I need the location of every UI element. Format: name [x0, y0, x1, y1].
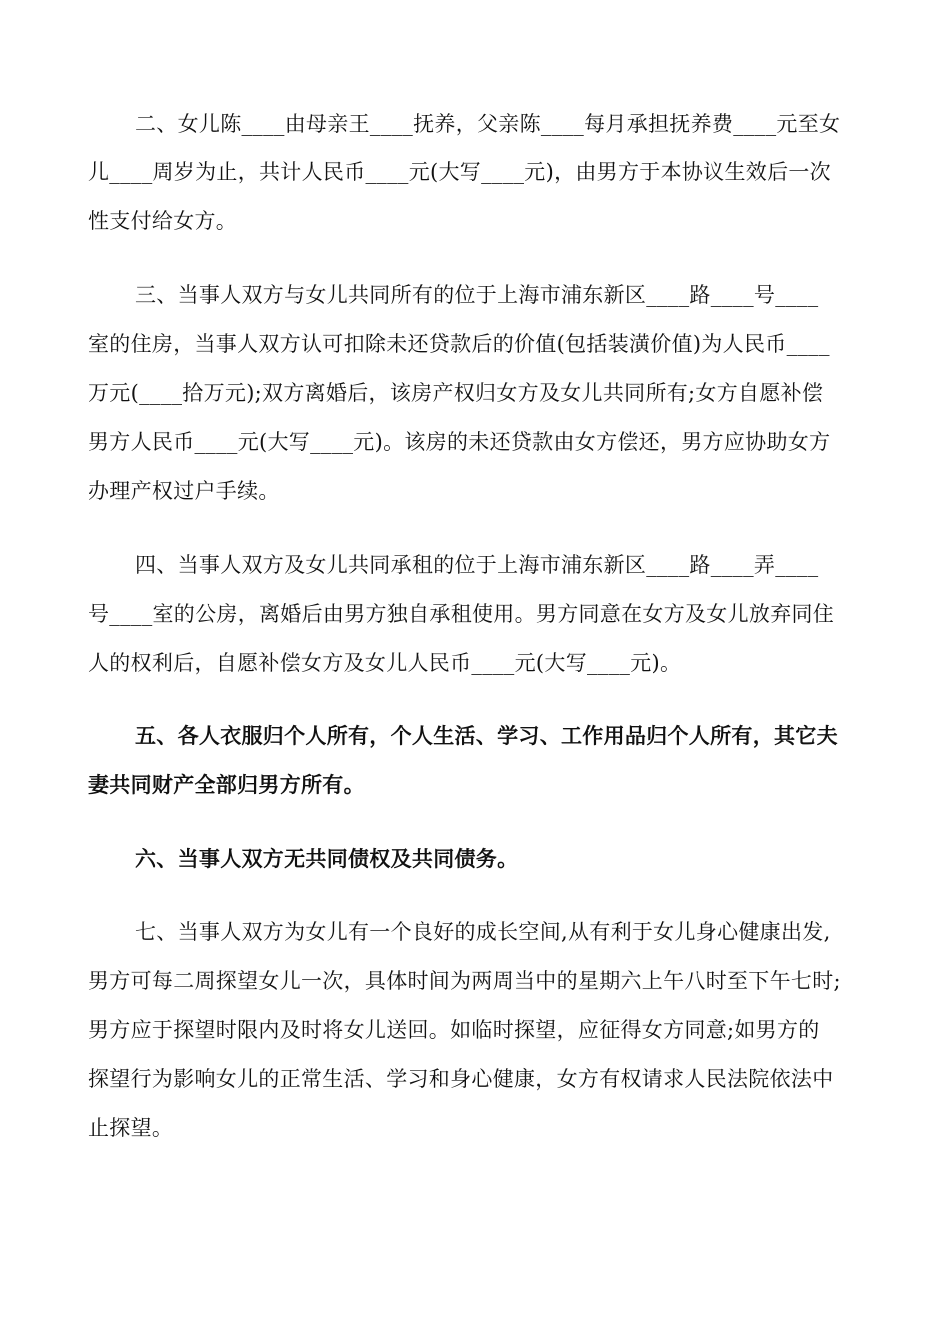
- paragraph-5-line-1: 五、各人衣服归个人所有，个人生活、学习、工作用品归个人所有，其它夫: [135, 723, 838, 748]
- paragraph-5-line-2: 妻共同财产全部归男方所有。: [88, 772, 365, 797]
- paragraph-7-line-4: 探望行为影响女儿的正常生活、学习和身心健康，女方有权请求人民法院依法中: [88, 1067, 834, 1091]
- paragraph-4-line-1: 四、当事人双方及女儿共同承租的位于上海市浦东新区____路____弄____: [135, 553, 819, 577]
- paragraph-7-line-3: 男方应于探望时限内及时将女儿送回。如临时探望，应征得女方同意;如男方的: [88, 1018, 820, 1042]
- paragraph-2-line-3: 性支付给女方。: [88, 209, 238, 233]
- paragraph-3-line-3: 万元(____拾万元);双方离婚后，该房产权归女方及女儿共同所有;女方自愿补偿: [88, 381, 824, 405]
- paragraph-6-line-1: 六、当事人双方无共同债权及共同债务。: [135, 846, 519, 871]
- paragraph-7-line-2: 男方可每二周探望女儿一次，具体时间为两周当中的星期六上午八时至下午七时;: [88, 969, 841, 993]
- paragraph-3-line-1: 三、当事人双方与女儿共同所有的位于上海市浦东新区____路____号____: [135, 283, 819, 307]
- paragraph-4-line-3: 人的权利后，自愿补偿女方及女儿人民币____元(大写____元)。: [88, 651, 682, 675]
- paragraph-4-line-2: 号____室的公房，离婚后由男方独自承租使用。男方同意在女方及女儿放弃同住: [88, 602, 835, 626]
- paragraph-7-line-5: 止探望。: [88, 1116, 174, 1140]
- paragraph-2-line-2: 儿____周岁为止，共计人民币____元(大写____元)，由男方于本协议生效后一次: [88, 160, 831, 184]
- paragraph-3-line-5: 办理产权过户手续。: [88, 479, 280, 503]
- paragraph-2-line-1: 二、女儿陈____由母亲王____抚养，父亲陈____每月承担抚养费____元至女: [135, 112, 841, 136]
- paragraph-7-line-1: 七、当事人双方为女儿有一个良好的成长空间,从有利于女儿身心健康出发,: [135, 920, 831, 944]
- paragraph-3-line-4: 男方人民币____元(大写____元)。该房的未还贷款由女方偿还，男方应协助女方: [88, 430, 831, 454]
- paragraph-3-line-2: 室的住房，当事人双方认可扣除未还贷款后的价值(包括装潢价值)为人民币____: [88, 332, 830, 356]
